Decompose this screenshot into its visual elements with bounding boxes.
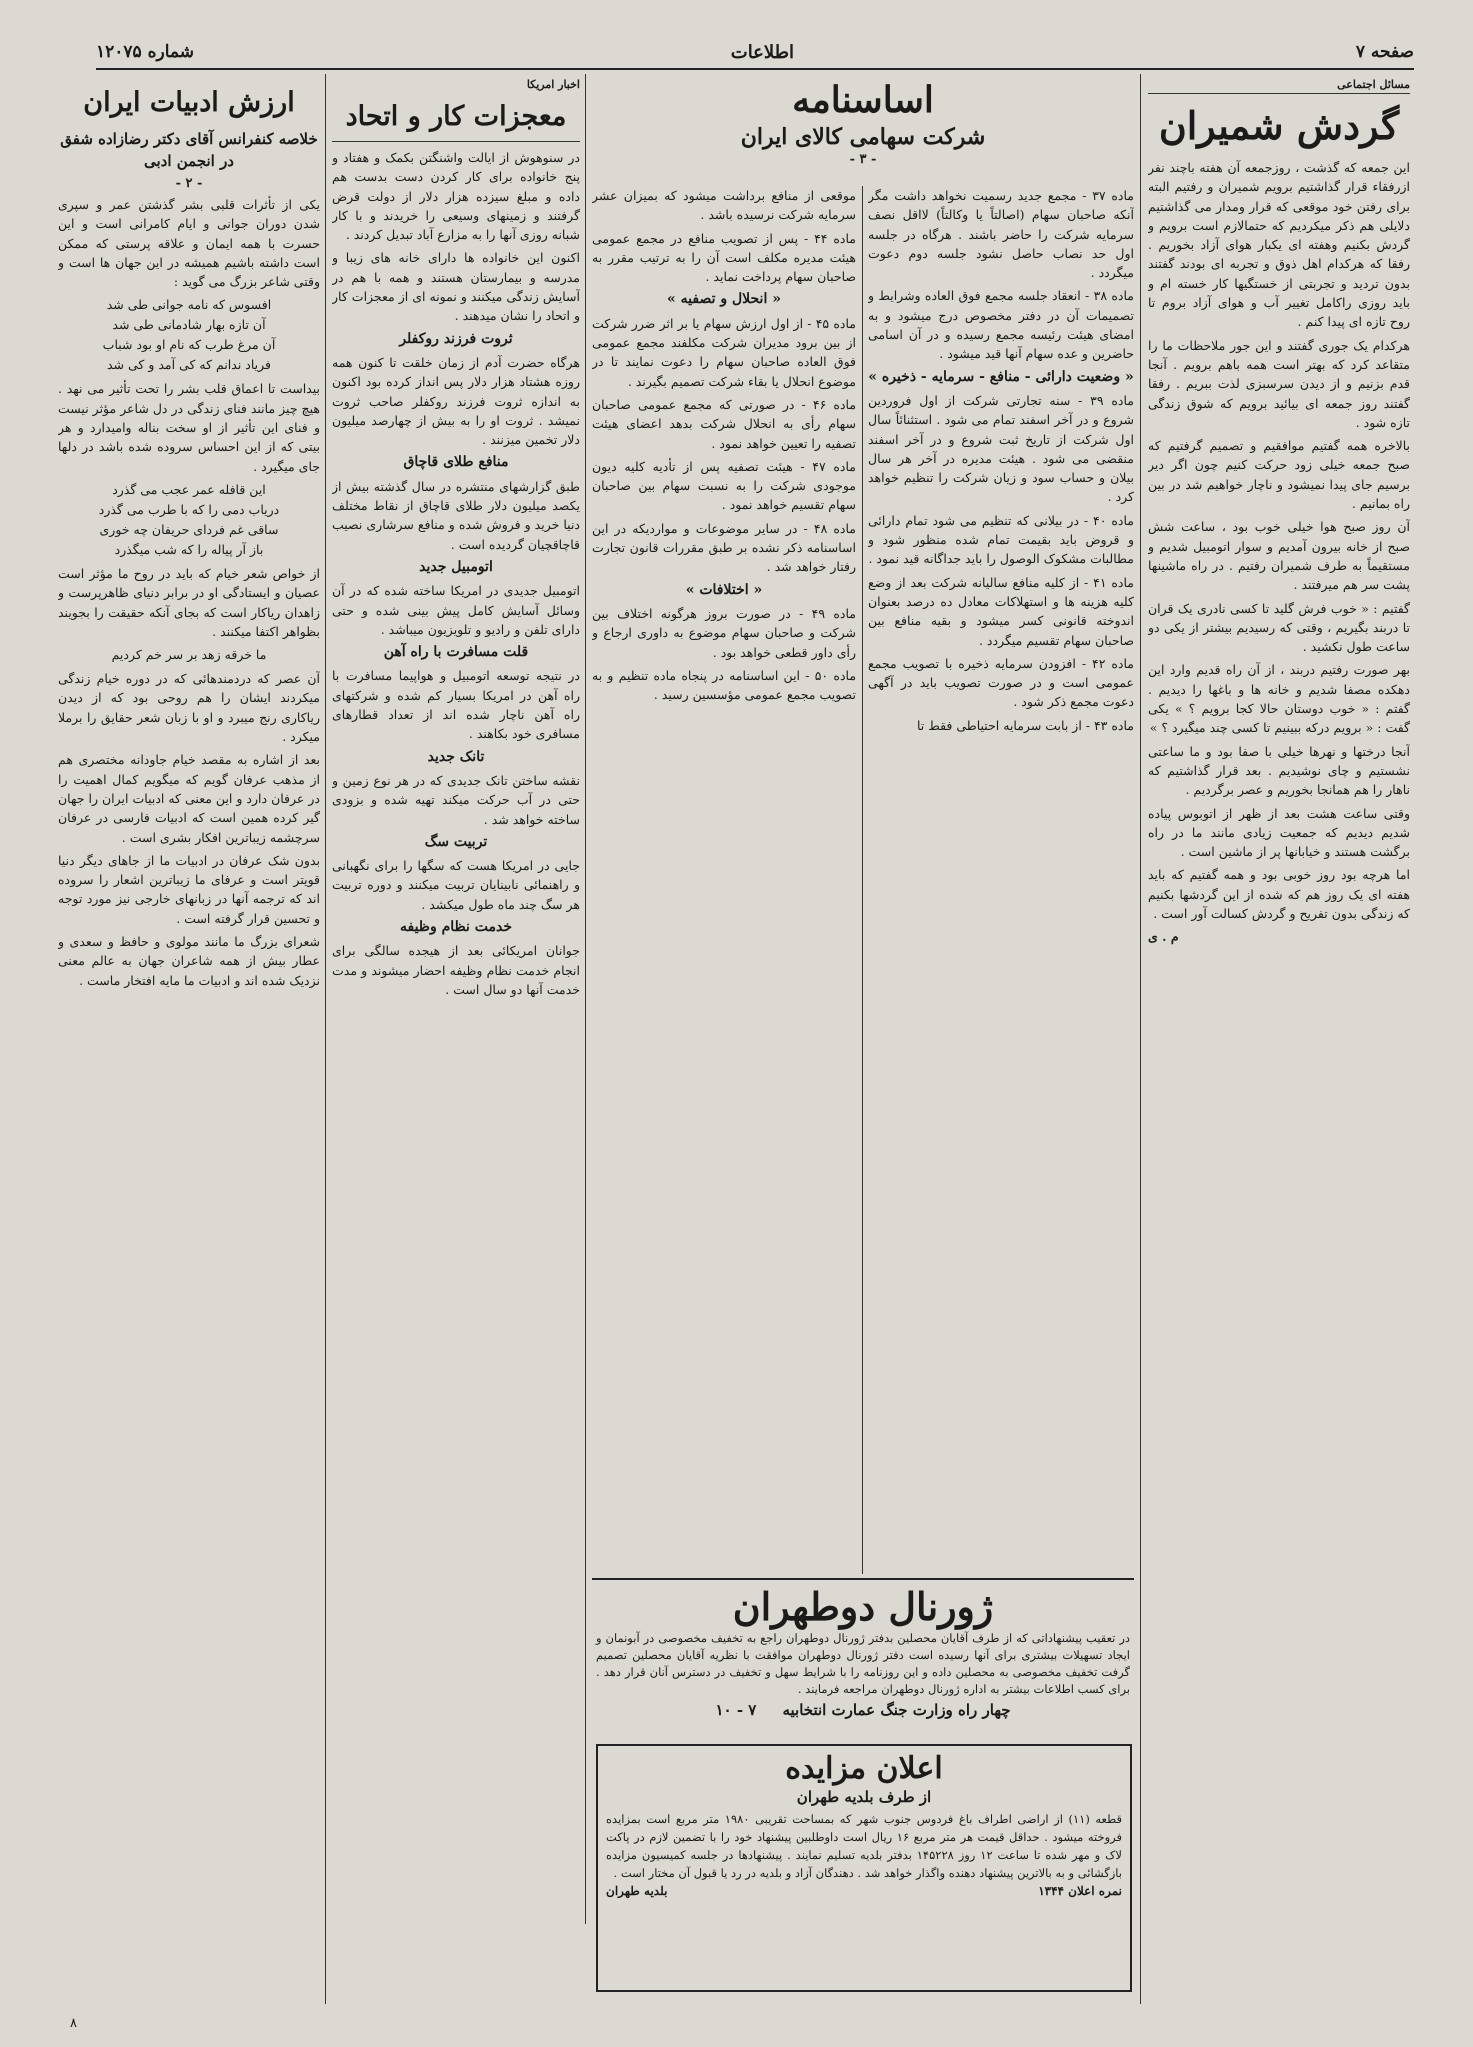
newspaper-name: اطلاعات <box>730 42 794 63</box>
section-heading: تانک جدید <box>427 748 485 765</box>
page-header <box>96 38 1414 70</box>
page-number: صفحه ۷ <box>1355 42 1414 62</box>
paragraph: ماده ۵۰ - این اساسنامه در پنجاه ماده تنظیم و به تصویب مجمع عمومی مؤسسین رسید . <box>592 667 856 703</box>
paragraph: گفتیم : « خوب فرش گلید تا کسی نادری یک قران تا دربند بگیریم ، وقتی که رسیدیم بیشتر از یکی دو ساعت طول نکشید . <box>1148 600 1410 655</box>
paragraph: بهر صورت رفتیم دربند ، از آن راه قدیم وارد این دهکده مصفا شدیم و خانه ها و باغها را دیدیم . گفتم : « خوب دوستان حالا کجا برویم ؟ » یکی گفت : « برویم درکه ببینیم تا کسی چند میگیرد ؟ » <box>1148 662 1410 736</box>
section-heading: تربیت سگ <box>424 833 488 850</box>
paragraph: موقعی از منافع برداشت میشود که بمیزان عشر سرمایه شرکت نرسیده باشد . <box>592 188 856 223</box>
paragraph: نقشه ساختن تانک جدیدی که در هر نوع زمین و حتی در آب حرکت میکند تهیه شده و بزودی ساخته خواهد شد . <box>332 772 580 827</box>
notice-title: ژورنال دوطهران <box>732 1584 994 1629</box>
poem <box>58 295 320 375</box>
asasnameh-left-column <box>592 186 856 1574</box>
poem-line: آن تازه بهار شادمانی طی شد <box>112 317 266 333</box>
article-body <box>868 186 1134 735</box>
article-america-news <box>332 78 580 2008</box>
poem-line: افسوس که نامه جوانی طی شد <box>106 297 272 313</box>
paragraph: اتومبیل جدیدی در امریکا ساخته شده که در آن وسائل آسایش کامل پیش بینی شده و حتی دارای تلفن و رادیو و تلویزیون میباشد . <box>332 583 580 637</box>
article-subtitle: خلاصه کنفرانس آقای دکتر رضازاده شفق در انجمن ادبی <box>60 130 318 170</box>
paragraph: ماده ۳۷ - مجمع جدید رسمیت نخواهد داشت مگر آنکه صاحبان سهام (اصالتاً یا وکالتاً) لااقل نصف سرمایه شرکت را حاضر باشند . هرگاه در جلسه اول حد نصاب حاصل نشود جلسه دوم دعوت میگردد . <box>868 188 1134 281</box>
paragraph: ماده ۴۸ - در سایر موضوعات و مواردیکه در این اساسنامه ذکر نشده بر طبق مقررات قانون تجارت رفتار خواهد شد . <box>592 520 856 575</box>
paragraph: یکی از تأثرات قلبی بشر گذشتن عمر و سپری شدن دوران جوانی و ایام کامرانی است و این حسرت با همه ایمان و علاقه پرستی که ممکن است داشته باشیم همیشه در این جهان ها است و وقتی شاعر بزرگ می گوید : <box>58 197 320 290</box>
paragraph: ماده ۳۹ - سنه تجارتی شرکت از اول فروردین شروع و در آخر اسفند تمام می شود . استثنائاً سال اول شرکت از تاریخ ثبت شروع و در آخر اسفند منقضی می شود . هیئت مدیره در آخر هر سال بیلان و حساب سود و زیان شرکت را تنظیم خواهد کرد . <box>868 392 1134 505</box>
notice-body: در تعقیب پیشنهاداتی که از طرف آقایان محصلین بدفتر ژورنال دوطهران راجع به تخفیف مخصوصی در آبونمان و ایجاد تسهیلات بیشتری برای آنها رسیده است دفتر ژورنال دوطهران موافقت با نظریه آقایان محصلین تصمیم گرفت تخفیف مخصوصی به محصلین داده و این روزنامه را با شرایط سهل و تخفیف در دسترس آنان قرار دهد . برای کسب اطلاعات بیشتر به اداره ژورنال دوطهران مراجعه فرمایند . <box>596 1631 1130 1696</box>
article-persian-literature <box>58 78 320 2008</box>
auction-notice <box>596 1744 1132 1992</box>
section-heading: منافع طلای قاچاق <box>403 454 509 471</box>
section-heading: « اختلافات » <box>685 581 763 598</box>
poem-line: باز آر پیاله را که شب میگذرد <box>114 541 264 557</box>
notice-title: اعلان مزایده <box>785 1751 943 1786</box>
paragraph: شعرای بزرگ ما مانند مولوی و حافظ و سعدی و عطار بیش از همه شاعران جهان به عالم معنی نزدیک شده اند و ادبیات ما مایه افتخار ماست . <box>58 934 320 988</box>
section-heading: « انحلال و تصفیه » <box>667 291 781 308</box>
asasnameh-heading <box>592 78 1134 182</box>
paragraph: ماده ۴۷ - هیئت تصفیه پس از تأدیه کلیه دیون موجودی شرکت را به نسبت سهام بین صاحبان سهام تقسیم خواهد نمود . <box>592 458 856 513</box>
paragraph: ماده ۴۲ - افزودن سرمایه ذخیره با تصویب مجمع عمومی است و در صورت تصویب باید در آگهی دعوت مجمع ذکر شود . <box>868 655 1134 710</box>
paragraph: جوانان امریکائی بعد از هیجده سالگی برای انجام خدمت نظام وظیفه احضار میشوند و مدت خدمت آنها دو سال است . <box>332 943 580 997</box>
column-rule <box>1140 74 1141 2004</box>
paragraph: ماده ۴۳ - از بابت سرمایه احتیاطی فقط تا <box>916 717 1134 733</box>
poem-line: این قافله عمر عجب می گذرد <box>112 481 266 497</box>
article-title: معجزات کار و اتحاد <box>332 97 580 142</box>
paragraph: از خواص شعر خیام که باید در روح ما مؤثر است عصیان و ایستادگی او در برابر دنیای ظاهرپرست و زاهدان ریاکار است که بجای آنکه حقیقت را بجویند بظواهر اکتفا میکنند . <box>58 565 320 639</box>
poem-line: ساقی غم فردای حریفان چه خوری <box>99 521 279 537</box>
paragraph: هرکدام یک جوری گفتند و این جور ملاحظات ما را متقاعد کرد که بهتر است همه باهم برویم . آنجا قدم بزنیم و از دیدن سرسبزی لذت ببریم . رفقا گفتند روز جمعه ای بیائید برویم که شوق زندگی تازه شود . <box>1148 337 1410 430</box>
part-number: - ۳ - <box>849 152 877 167</box>
paragraph: در سنوهوش از ایالت واشنگتن بکمک و هفتاد و پنج خانواده برای کار کردن دست بدست هم داده و مبلغ سیزده هزار دلار از دولت قرض گرفتند و زمینهای وسیعی را خریدند و با کار شبانه روزی آنها را به مزارع آباد تبدیل کردند . <box>332 150 580 243</box>
part-number: - ۲ - <box>175 176 203 191</box>
article-title: اساسنامه <box>792 79 934 121</box>
notice-subtitle: از طرف بلدیه طهران <box>796 1788 932 1806</box>
article-kicker: مسائل اجتماعی <box>1148 78 1410 94</box>
paragraph: بیداست تا اعماق قلب بشر را تحت تأثیر می نهد . هیچ چیز مانند فنای زندگی در دل شاعر مؤثر نیست و فنای این تأثیر از او سخت بناله وامیدارد و هر بیتی که از این احساس سروده شده باشد در دلها جای میگیرد . <box>58 381 320 474</box>
notice-signature: بلدیه طهران <box>606 1884 668 1898</box>
paragraph: بعد از اشاره به مقصد خیام جاودانه مختصری هم از مذهب عرفان گویم که میگویم کمال اهمیت را در عرفان دارد و این معنی که ادبیات ایران را جهان گیر کرده همین است که ادبیات فارسی در عرفان سرچشمه زیباترین افکار بشری است . <box>58 752 320 845</box>
paragraph: ماده ۴۶ - در صورتی که مجمع عمومی صاحبان سهام رأی به انحلال شرکت بدهد اعضای هیئت تصفیه را تعیین خواهد نمود . <box>592 396 856 451</box>
article-body <box>332 148 580 999</box>
paragraph: هرگاه حضرت آدم از زمان خلقت تا کنون همه روزه هشتاد هزار دلار پس انداز کرده بود اکنون به اندازه ثروت فرزند روکفلر صاحب ثروت نمیشد . ثروت او را به بیش از چهارصد میلیون دلار تخمین میزنند . <box>332 354 580 448</box>
paragraph: بالاخره همه گفتیم موافقیم و تصمیم گرفتیم که صبح جمعه خیلی زود حرکت کنیم چون اگر دیر برسیم جای پیدا نمیشود و ناچار خواهیم شد در بین راه بمانیم . <box>1148 438 1410 512</box>
article-subtitle: شرکت سهامی کالای ایران <box>740 124 986 150</box>
section-heading: قلت مسافرت با راه آهن <box>383 644 529 661</box>
notice-address <box>596 1701 1130 1719</box>
paragraph: اما هرچه بود روز خوبی بود و همه گفتیم که باید هفته ای یک روز هم که شده از این گردشها بکنیم که زندگی بدون تفریح و گردش کسالت آور است . <box>1148 867 1410 921</box>
column-rule <box>585 74 586 1924</box>
asasnameh-right-column <box>868 186 1134 1574</box>
paragraph: ماده ۴۱ - از کلیه منافع سالیانه شرکت بعد از وضع کلیه هزینه ها و استهلاکات معادل ده درصد بعنوان اندوخته قانونی کسر میشود و بقیه منافع بین صاحبان سهام تقسیم میگردد . <box>868 574 1134 648</box>
paragraph: آن عصر که دردمندهائی که در دوره خیام زندگی میکردند ایشان را هم روحی بود که از دیدن ریاکاری رنج میبرد و او با زبان شعر حقایق را برملا میکرد . <box>58 671 320 745</box>
article-title: ارزش ادبیات ایران <box>83 87 295 118</box>
article-kicker: اخبار امریکا <box>526 78 580 91</box>
article-body <box>592 186 856 704</box>
journal-de-tehran-notice <box>596 1584 1130 1734</box>
signature: م . ی <box>1148 929 1179 945</box>
paragraph: آن روز صبح هوا خیلی خوب بود ، ساعت شش صبح از خانه بیرون آمدیم و سوار اتومبیل شدیم و مستقیماً به طرف شمیران رفتیم . در راه ماشینها پشت سر هم میرفتند . <box>1148 519 1410 593</box>
section-heading: اتومبیل جدید <box>419 558 493 575</box>
article-body <box>1148 158 1410 947</box>
poem-line: فریاد ندانم که کی آمد و کی شد <box>106 357 272 373</box>
issue-number: شماره ۱۲۰۷۵ <box>96 42 194 62</box>
phone: ۷ - ۱۰ <box>715 1701 757 1719</box>
paragraph: بدون شک عرفان در ادبیات ما از جاهای دیگر دنیا قویتر است و عرفای ما زیباترین اشعار را سروده اند که ترجمه آنها در زبانهای خارجی نیز مورد توجه و تحسین قرار گرفته است . <box>58 852 320 926</box>
paragraph: ماده ۴۹ - در صورت بروز هرگونه اختلاف بین شرکت و صاحبان سهام موضوع به داوری ارجاع و رأی داور قطعی خواهد بود . <box>592 605 856 660</box>
address: چهار راه وزارت جنگ عمارت انتخابیه <box>782 1701 1011 1719</box>
notice-body: قطعه (۱۱) از اراضی اطراف باغ فردوس جنوب شهر که بمساحت تقریبی ۱۹۸۰ متر مربع است بمزایده فروخته میشود . حداقل قیمت هر متر مربع ۱۶ ریال است داوطلبین پیشنهاد خود را با تضمین لازم در پاکت لاک و مهر شده تا ساعت ۱۲ روز ۱۴۵۲۲۸ بدفتر بلدیه تسلیم نمایند . پیشنهادها در جلسه کمیسیون مزایده بازگشائی و به بالاترین پیشنهاد دهنده واگذار خواهد شد . دهندگان آزاد و بلدیه در رد یا قبول آن مختار است . <box>606 1812 1122 1880</box>
column-rule <box>862 186 863 1574</box>
column-rule <box>325 74 326 2004</box>
section-heading: « وضعیت دارائی - منافع - سرمایه - ذخیره » <box>868 368 1134 385</box>
article-body <box>58 195 320 990</box>
paragraph: وقتی ساعت هشت بعد از ظهر از اتوبوس پیاده شدیم دیدیم که جمعیت زیادی مانند ما در راه برگشت هستند و خیابانها پر از ماشین است . <box>1148 805 1410 860</box>
paragraph: ماده ۴۵ - از اول ارزش سهام یا بر اثر ضرر شرکت از بین برود مدیران شرکت مکلفند مجمع عمومی فوق العاده صاحبان سهام را دعوت نمایند تا در موضوع انحلال یا بقاء شرکت تصمیم بگیرند . <box>592 315 856 389</box>
paragraph: ماده ۴۴ - پس از تصویب منافع در مجمع عمومی هیئت مدیره مکلف است آن را به ترتیب مقرر به صاحبان سهام پرداخت نماید . <box>592 230 856 285</box>
notice-footer <box>598 1882 1130 1900</box>
paragraph: این جمعه که گذشت ، روزجمعه آن هفته باچند نفر ازرفقاء قرار گذاشتیم برویم شمیران و رفتیم البته برای رفتن خود موقعی که قرار ومدار می گذاشتیم دلایلی هم ذکر میکردیم که حتمالازم است برویم و گردش بکنیم وهفته ای یکبار هوای آزاد بخوریم . رفقا که هرکدام اهل ذوق و تجربه ای بودند گفتند بدون تردید و تجربتی از خستگیها کار خسته ام و باید روزی راکامل تغییر آب و هوای آزاد بروم تا روح تازه ای پیدا کنم . <box>1148 160 1410 330</box>
article-title: گردش شمیران <box>1158 103 1400 148</box>
section-divider <box>592 1578 1134 1580</box>
section-heading: ثروت فرزند روکفلر <box>399 330 513 347</box>
folio-number: ۸ <box>70 2016 77 2031</box>
paragraph: در نتیجه توسعه اتومبیل و هواپیما مسافرت با راه آهن در امریکا بسیار کم شده و شرکتهای راه آهن ناچار شده اند از تعداد قطارهای مسافری خود بکاهند . <box>332 668 580 742</box>
paragraph: جایی در امریکا هست که سگها را برای نگهبانی و راهنمائی نابینایان تربیت میکنند و دوره تربیت هر سگ چند ماه طول میکشد . <box>332 858 580 912</box>
paragraph: طبق گزارشهای منتشره در سال گذشته بیش از یکصد میلیون دلار طلای قاچاق از نقاط مختلف دنیا خرید و فروش شده و منافع سرشاری نصیب قاچاقچیان گردیده است . <box>332 478 580 552</box>
article-gardesh-shemiran <box>1148 78 1410 2038</box>
poem-line: آن مرغ طرب که نام او بود شباب <box>102 337 276 353</box>
poem <box>58 480 320 560</box>
notice-number: نمره اعلان ۱۳۴۴ <box>1038 1884 1122 1898</box>
poem-line: دریاب دمی را که با طرب می گذرد <box>98 501 280 517</box>
paragraph: آنجا درختها و نهرها خیلی با صفا بود و ما ساعتی نشستیم و چای نوشیدیم . بعد قرار گذاشتیم که ناهار را هم همانجا بخوریم و عصر برگردیم . <box>1148 743 1410 798</box>
paragraph: ماده ۴۰ - در بیلانی که تنظیم می شود تمام دارائی و قروض باید بقیمت تمام شده منظور شود و مطالبات مشکوک الوصول را باید جداگانه قید نمود . <box>868 512 1134 567</box>
paragraph: ماده ۳۸ - انعقاد جلسه مجمع فوق العاده وشرایط و تصمیمات آن در دفتر مخصوص درج میشود و به امضای هیئت رئیسه مجمع رسیده و در آن اسامی حاضرین و عده سهام آنها قید میشود . <box>868 288 1134 362</box>
poem-line: ما خرقه زهد بر سر خم کردیم <box>111 647 267 663</box>
section-heading: خدمت نظام وظیفه <box>399 918 513 935</box>
paragraph: اکنون این خانواده ها دارای خانه های زیبا و مدرسه و بیمارستان هستند و همه با هم در آسایش زندگی میکنند و نمونه ای از معجزات کار و اتحاد را نشان میدهند . <box>332 250 580 324</box>
